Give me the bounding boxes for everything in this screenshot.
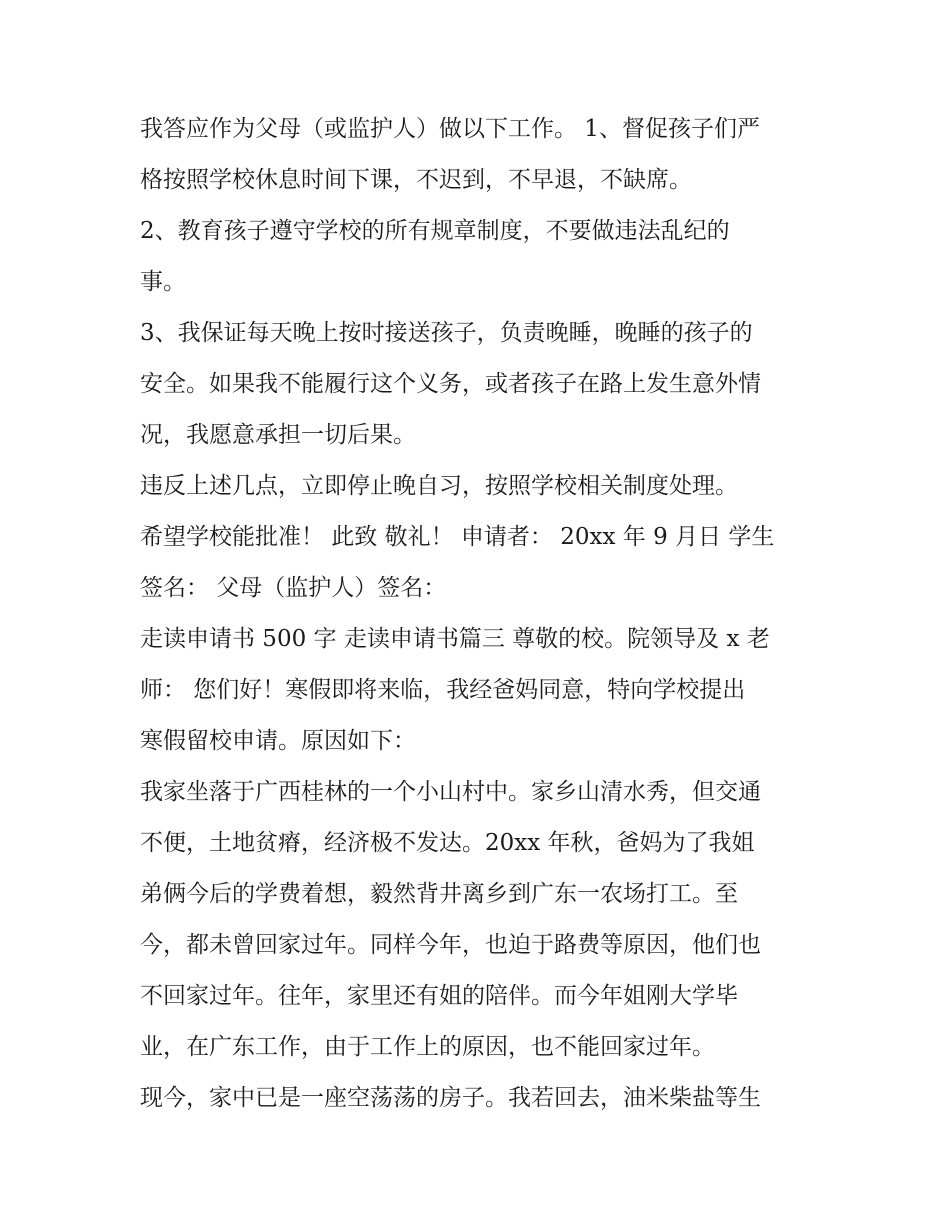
document-body [140,104,820,1124]
text-line: 希望学校能批准！ 此致 敬礼！ 申请者： 20xx 年 9 月日 学生 [140,524,775,550]
text-line: 寒假留校申请。原因如下： [140,728,416,754]
text-line: 违反上述几点，立即停止晚自习，按照学校相关制度处理。 [140,473,738,499]
text-line: 现今，家中已是一座空荡荡的房子。我若回去，油米柴盐等生 [140,1085,761,1111]
text-line: 师： 您们好！寒假即将来临，我经爸妈同意，特向学校提出 [140,677,746,703]
text-line: 弟俩今后的学费着想，毅然背井离乡到广东一农场打工。至 [140,881,738,907]
text-line: 2、教育孩子遵守学校的所有规章制度，不要做违法乱纪的 [140,218,730,244]
text-line: 今，都未曾回家过年。同样今年，也迫于路费等原因，他们也 [140,932,761,958]
text-line: 格按照学校休息时间下课，不迟到，不早退，不缺席。 [140,167,692,193]
text-line: 事。 [140,269,186,295]
text-line: 走读申请书 500 字 走读申请书篇三 尊敬的校。院领导及 x 老 [140,626,770,652]
text-line: 我答应作为父母（或监护人）做以下工作。 1、督促孩子们严 [140,116,760,142]
text-line: 不回家过年。往年，家里还有姐的陪伴。而今年姐刚大学毕 [140,983,738,1009]
text-line: 不便，土地贫瘠，经济极不发达。20xx 年秋，爸妈为了我姐 [140,830,755,856]
text-line: 3、我保证每天晚上按时接送孩子，负责晚睡，晚睡的孩子的 [140,320,753,346]
text-line: 况，我愿意承担一切后果。 [140,422,416,448]
text-line: 业，在广东工作，由于工作上的原因，也不能回家过年。 [140,1034,715,1060]
text-line: 签名： 父母（监护人）签名： [140,575,447,601]
text-line: 安全。如果我不能履行这个义务，或者孩子在路上发生意外情 [140,371,761,397]
text-line: 我家坐落于广西桂林的一个小山村中。家乡山清水秀，但交通 [140,779,761,805]
